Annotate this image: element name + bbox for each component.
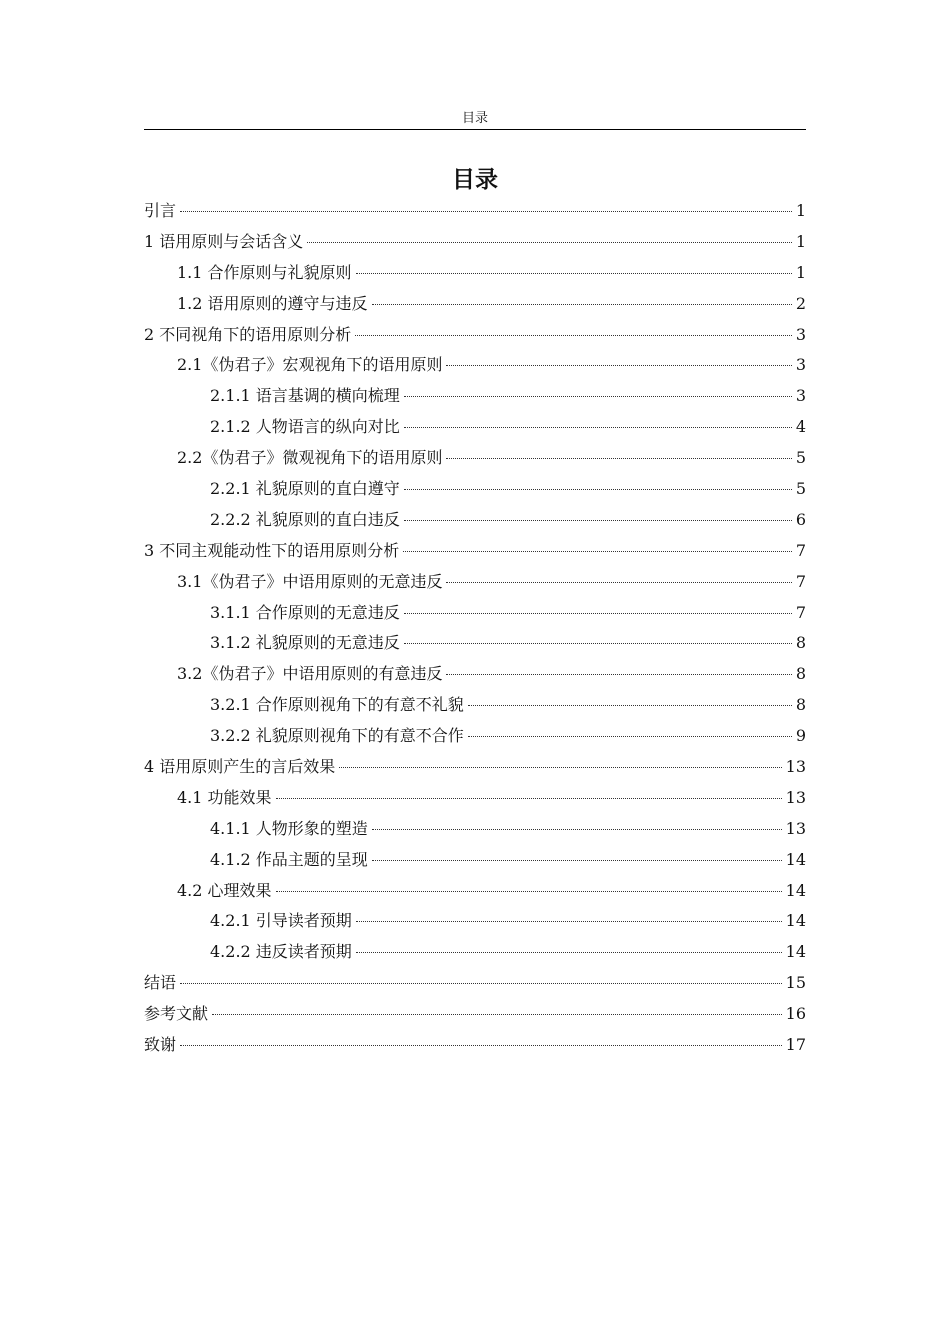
toc-entry-label: 1.1 合作原则与礼貌原则 (177, 262, 352, 282)
toc-entry-label: 2 不同视角下的语用原则分析 (144, 324, 352, 344)
toc-page-number: 14 (785, 911, 806, 931)
toc-entry[interactable] (144, 906, 806, 937)
toc-entry-label: 3.2《伪君子》中语用原则的有意违反 (177, 664, 443, 684)
toc-page-number: 7 (795, 540, 806, 560)
toc-entry-label: 1.2 语用原则的遵守与违反 (177, 293, 368, 313)
toc-entry[interactable] (144, 474, 806, 505)
toc-dot-leader (404, 396, 792, 397)
toc-entry-label: 参考文献 (144, 1004, 209, 1024)
toc-entry[interactable] (144, 505, 806, 536)
toc-page-number: 14 (785, 942, 806, 962)
toc-entry-label: 3.1《伪君子》中语用原则的无意违反 (177, 571, 443, 591)
toc-dot-leader (372, 304, 792, 305)
toc-entry-label: 3.2.2 礼貌原则视角下的有意不合作 (210, 726, 464, 746)
toc-dot-leader (446, 582, 791, 583)
toc-page-number: 6 (795, 509, 806, 529)
toc-entry-label: 致谢 (144, 1035, 177, 1055)
toc-entry-label: 3.1.1 合作原则的无意违反 (210, 602, 400, 622)
toc-page-number: 1 (795, 262, 806, 282)
toc-entry[interactable] (144, 567, 806, 598)
toc-page-number: 3 (795, 355, 806, 375)
toc-dot-leader (404, 643, 792, 644)
toc-dot-leader (403, 551, 792, 552)
toc-entry[interactable] (144, 536, 806, 567)
toc-dot-leader (404, 427, 792, 428)
toc-dot-leader (468, 736, 792, 737)
toc-dot-leader (276, 798, 782, 799)
toc-entry[interactable] (144, 937, 806, 968)
toc-entry-label: 3.2.1 合作原则视角下的有意不礼貌 (210, 695, 464, 715)
toc-entry-label: 3.1.2 礼貌原则的无意违反 (210, 633, 400, 653)
toc-entry[interactable] (144, 690, 806, 721)
toc-entry[interactable] (144, 289, 806, 320)
toc-dot-leader (404, 613, 792, 614)
toc-entry[interactable] (144, 752, 806, 783)
toc-entry[interactable] (144, 412, 806, 443)
toc-entry[interactable] (144, 845, 806, 876)
toc-dot-leader (446, 458, 791, 459)
running-header: 目录 (461, 111, 488, 126)
toc-dot-leader (404, 489, 792, 490)
toc-dot-leader (372, 860, 782, 861)
toc-dot-leader (307, 242, 792, 243)
toc-entry-label: 2.2《伪君子》微观视角下的语用原则 (177, 448, 443, 468)
toc-page-number: 3 (795, 324, 806, 344)
toc-entry-label: 4.1.1 人物形象的塑造 (210, 818, 368, 838)
toc-entry-label: 1 语用原则与会话含义 (144, 231, 304, 251)
toc-entry[interactable] (144, 1030, 806, 1061)
toc-entry[interactable] (144, 350, 806, 381)
toc-entry-label: 4.2.2 违反读者预期 (210, 942, 352, 962)
toc-dot-leader (180, 211, 792, 212)
toc-page-number: 15 (785, 973, 806, 993)
toc-entry[interactable] (144, 721, 806, 752)
toc-entry[interactable] (144, 227, 806, 258)
toc-dot-leader (468, 705, 792, 706)
toc-page-number: 13 (785, 818, 806, 838)
toc-dot-leader (212, 1014, 782, 1015)
toc-entry-label: 2.2.2 礼貌原则的直白违反 (210, 509, 400, 529)
toc-dot-leader (180, 983, 782, 984)
toc-page-number: 9 (795, 726, 806, 746)
toc-dot-leader (339, 767, 781, 768)
toc-dot-leader (446, 674, 791, 675)
toc-entry[interactable] (144, 258, 806, 289)
toc-entry[interactable] (144, 381, 806, 412)
toc-entry-label: 4.1.2 作品主题的呈现 (210, 849, 368, 869)
toc-entry[interactable] (144, 320, 806, 351)
toc-page-number: 5 (795, 479, 806, 499)
toc-entry[interactable] (144, 999, 806, 1030)
toc-page-number: 16 (785, 1004, 806, 1024)
toc-entry[interactable] (144, 814, 806, 845)
toc-page-number: 1 (795, 201, 806, 220)
page-title: 目录 (452, 167, 498, 193)
toc-entry[interactable] (144, 876, 806, 907)
toc-dot-leader (356, 952, 782, 953)
toc-page-number: 17 (785, 1035, 806, 1055)
toc-entry[interactable] (144, 659, 806, 690)
toc-entry-label: 4.1 功能效果 (177, 787, 272, 807)
toc-dot-leader (404, 520, 792, 521)
toc-entry[interactable] (144, 628, 806, 659)
header-rule (144, 129, 806, 130)
toc-page-number: 13 (785, 757, 806, 777)
toc-page-number: 14 (785, 880, 806, 900)
toc-page-number: 2 (795, 293, 806, 313)
toc-page-number: 1 (795, 231, 806, 251)
toc-page-number: 8 (795, 633, 806, 653)
toc-entry-label: 2.1《伪君子》宏观视角下的语用原则 (177, 355, 443, 375)
toc-entry-label: 2.1.1 语言基调的横向梳理 (210, 386, 400, 406)
table-of-contents (144, 196, 806, 1061)
toc-page-number: 7 (795, 602, 806, 622)
toc-dot-leader (372, 829, 782, 830)
toc-dot-leader (180, 1045, 782, 1046)
toc-entry-label: 4 语用原则产生的言后效果 (144, 757, 336, 777)
toc-page-number: 7 (795, 571, 806, 591)
toc-entry[interactable] (144, 196, 806, 227)
toc-dot-leader (356, 273, 792, 274)
toc-page-number: 3 (795, 386, 806, 406)
toc-entry[interactable] (144, 968, 806, 999)
toc-dot-leader (276, 891, 782, 892)
toc-entry-label: 结语 (144, 973, 177, 993)
toc-entry-label: 4.2 心理效果 (177, 880, 272, 900)
toc-dot-leader (446, 365, 791, 366)
toc-entry-label: 3 不同主观能动性下的语用原则分析 (144, 540, 400, 560)
toc-page-number: 8 (795, 695, 806, 715)
toc-page-number: 8 (795, 664, 806, 684)
toc-entry-label: 引言 (144, 201, 177, 220)
toc-page-number: 5 (795, 448, 806, 468)
toc-dot-leader (355, 335, 792, 336)
toc-page-number: 14 (785, 849, 806, 869)
toc-entry[interactable] (144, 783, 806, 814)
toc-entry[interactable] (144, 443, 806, 474)
toc-page-number: 13 (785, 787, 806, 807)
toc-page-number: 4 (795, 417, 806, 437)
toc-dot-leader (356, 921, 782, 922)
toc-entry-label: 2.2.1 礼貌原则的直白遵守 (210, 479, 400, 499)
toc-entry[interactable] (144, 598, 806, 629)
toc-entry-label: 2.1.2 人物语言的纵向对比 (210, 417, 400, 437)
toc-entry-label: 4.2.1 引导读者预期 (210, 911, 352, 931)
